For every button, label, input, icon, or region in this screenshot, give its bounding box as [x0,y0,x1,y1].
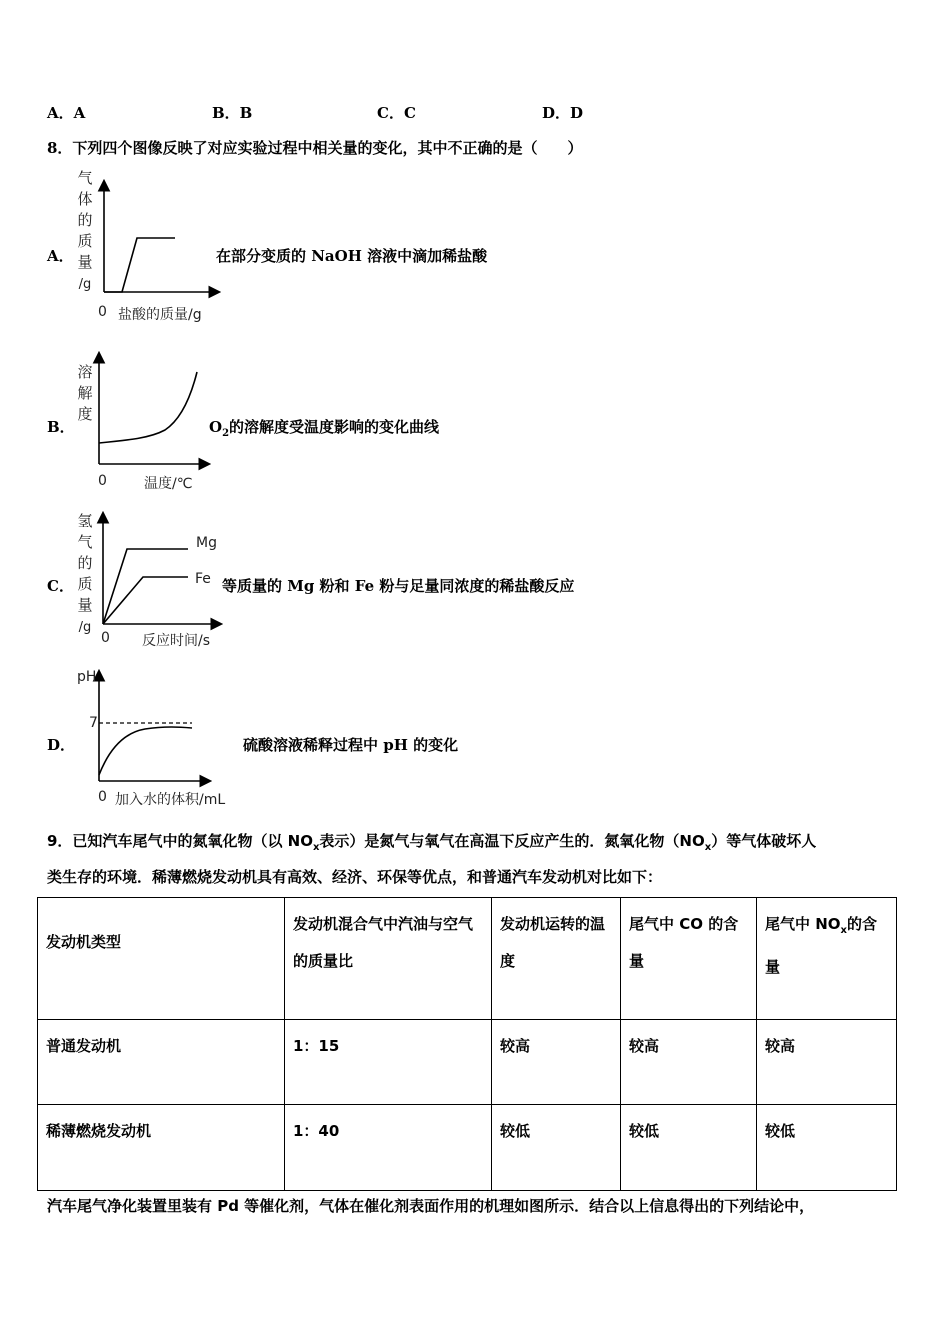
graph-d-origin: 0 [98,789,107,805]
table-header-cell: 发动机运转的温度 [492,898,621,1020]
table-header-cell: 尾气中 CO 的含量 [621,898,757,1020]
graph-d [99,672,209,781]
table-header-cell: 发动机混合气中汽油与空气的质量比 [285,898,492,1020]
table-cell: 较高 [621,1020,757,1105]
option-a: A．A [47,104,86,122]
graph-b-ylabel: 溶 解 度 [77,363,93,423]
graph-b-origin: 0 [98,473,107,489]
graph-a-xlabel: 盐酸的质量/g [118,307,202,323]
option-d: D．D [542,104,584,122]
table-header-row [38,898,897,1020]
graph-d-curve [99,727,192,775]
q9-line1: 9．已知汽车尾气中的氮氧化物（以 $NO_x$表示）是氮气与氧气在高温下反应产生的．氮氧化物$(NO_x)$等气体破坏人 [47,832,817,853]
graph-a-letter: A． [47,247,74,265]
q8-stem: 8．下列四个图像反映了对应实验过程中相关量的变化，其中不正确的是（ ） [47,139,583,157]
option-c: C．C [377,104,416,122]
table-header-cell: 发动机类型 [38,898,285,1020]
table-cell: 较高 [492,1020,621,1105]
graph-a [104,182,218,292]
graph-c-xlabel: 反应时间/s [142,633,211,649]
graph-c-letter: C． [47,577,74,595]
graph-b-xlabel: 温度/℃ [144,476,193,492]
graph-b-caption: $O_2$的溶解度受温度影响的变化曲线 [209,418,440,439]
table-header-cell: 尾气中 $NO_x$的含量 [757,898,897,1020]
graph-c [103,514,220,624]
graph-b-letter: B． [47,418,75,436]
table-cell: 1：40 [285,1105,492,1191]
table-cell: 较低 [621,1105,757,1191]
graph-c-mg-label: Mg [196,535,217,551]
table-cell: 较低 [492,1105,621,1191]
graph-d-ph7-label: 7 [89,715,98,731]
table-cell: 1：15 [285,1020,492,1105]
graph-a-curve [104,238,175,292]
graph-a-ylabel: 气 体 的 质 量 /g [77,169,93,292]
option-b: B．B [212,104,253,122]
graph-b-curve [99,372,197,443]
graph-d-caption: 硫酸溶液稀释过程中 pH 的变化 [243,736,459,754]
q9-line2: 类生存的环境．稀薄燃烧发动机具有高效、经济、环保等优点，和普通汽车发动机对比如下： [47,868,663,886]
graph-c-fe-label: Fe [195,571,211,587]
table-row [38,1020,897,1105]
engine-comparison-table [37,897,897,1191]
table-cell: 普通发动机 [38,1020,285,1105]
graph-c-mg-line [103,549,188,624]
graph-d-xlabel: 加入水的体积/mL [115,792,226,808]
table-cell: 稀薄燃烧发动机 [38,1105,285,1191]
table-cell: 较高 [757,1020,897,1105]
graph-d-letter: D． [47,736,76,754]
graph-b [99,354,208,464]
table-row [38,1105,897,1191]
graph-c-ylabel: 氢 气 的 质 量 /g [77,512,93,635]
table-cell: 较低 [757,1105,897,1191]
graph-c-origin: 0 [101,630,110,646]
graph-d-ylabel: pH [77,669,97,685]
graph-a-origin: 0 [98,304,107,320]
graph-a-caption: 在部分变质的 NaOH 溶液中滴加稀盐酸 [216,247,488,265]
graph-c-caption: 等质量的 Mg 粉和 Fe 粉与足量同浓度的稀盐酸反应 [222,577,575,595]
q9-after-text: 汽车尾气净化装置里装有 Pd 等催化剂，气体在催化剂表面作用的机理如图所示．结合以上信息得出的下列结论中， [47,1197,815,1215]
